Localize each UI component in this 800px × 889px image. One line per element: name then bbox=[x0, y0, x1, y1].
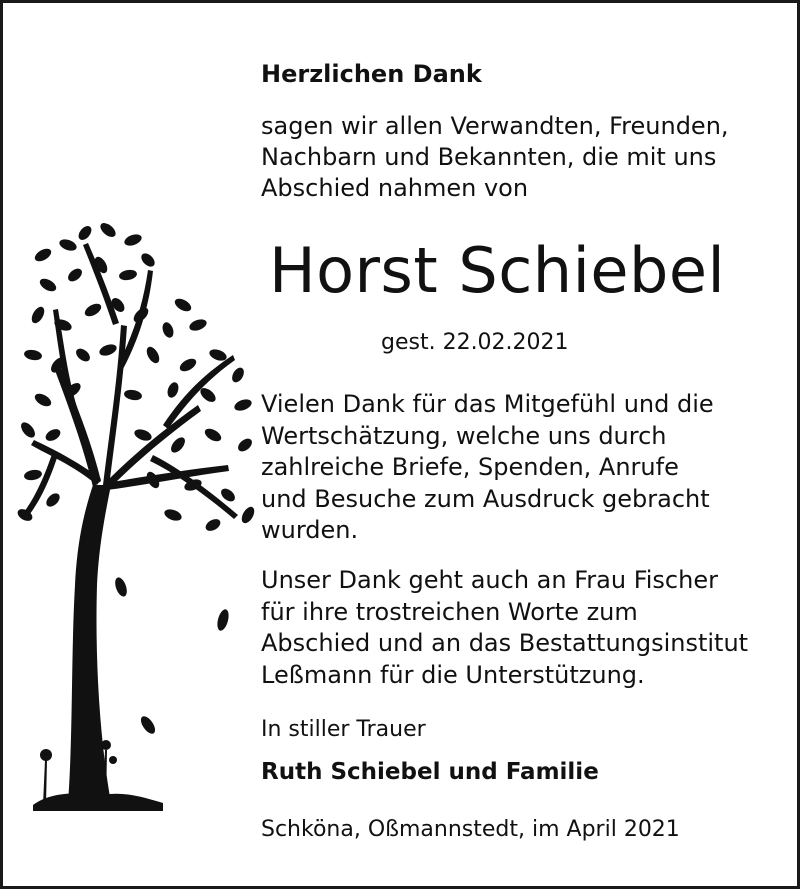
paragraph-line: wurden. bbox=[261, 516, 359, 544]
mourning-line: In stiller Trauer bbox=[261, 717, 426, 742]
additional-thanks-paragraph bbox=[261, 565, 791, 691]
family-signature: Ruth Schiebel und Familie bbox=[261, 759, 599, 785]
paragraph-line: Wertschätzung, welche uns durch bbox=[261, 421, 667, 450]
paragraph-line: Abschied und an das Bestattungsinstitut bbox=[261, 629, 749, 657]
deceased-name: Horst Schiebel bbox=[269, 234, 726, 307]
death-date: gest. 22.02.2021 bbox=[381, 330, 569, 355]
thanks-paragraph bbox=[261, 389, 791, 547]
intro-line: sagen wir allen Verwandten, Freunden, bbox=[261, 112, 729, 140]
intro-line: Nachbarn und Bekannten, die mit uns bbox=[261, 143, 717, 171]
paragraph-line: zahlreiche Briefe, Spenden, Anrufe bbox=[261, 453, 679, 481]
heading: Herzlichen Dank bbox=[261, 60, 482, 88]
tree-silhouette-icon bbox=[13, 215, 258, 815]
paragraph-line: Unser Dank geht auch an Frau Fischer bbox=[261, 566, 718, 594]
intro-line: Abschied nahmen von bbox=[261, 174, 529, 202]
paragraph-line: Vielen Dank für das Mitgefühl und die bbox=[261, 390, 714, 418]
paragraph-line: und Besuche zum Ausdruck gebracht bbox=[261, 484, 710, 513]
paragraph-line: für ihre trostreichen Worte zum bbox=[261, 597, 638, 626]
paragraph-line: Leßmann für die Unterstützung. bbox=[261, 660, 645, 689]
intro-text bbox=[261, 111, 781, 204]
place-date: Schköna, Oßmannstedt, im April 2021 bbox=[261, 817, 680, 842]
